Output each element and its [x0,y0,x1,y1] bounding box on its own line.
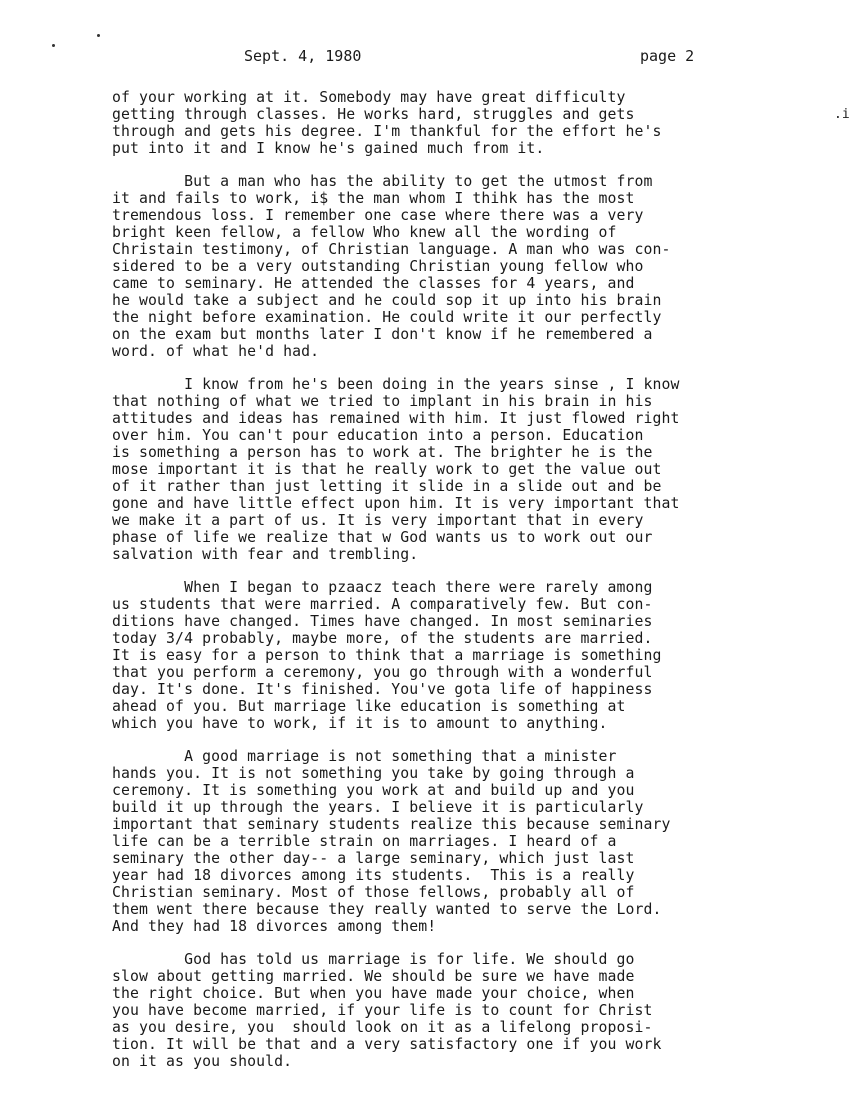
text-line: ditions have changed. Times have changed. In most seminaries [112,613,653,630]
paragraph-gap [112,563,772,579]
header-date: Sept. 4, 1980 [244,47,362,65]
text-line: bright keen fellow, a fellow Who knew all the wording of [112,224,617,241]
document-body [112,89,772,1070]
text-line: that nothing of what we tried to implant in his brain in his [112,393,653,410]
text-line: the night before examination. He could write it our perfectly [112,309,662,326]
text-line: phase of life we realize that w God wants us to work out our [112,529,653,546]
text-line: he would take a subject and he could sop it up into his brain [112,292,662,309]
text-line: build it up through the years. I believe it is particularly [112,799,644,816]
paragraph [112,89,772,157]
text-line: put into it and I know he's gained much from it. [112,140,545,157]
text-line: A good marriage is not something that a minister [112,748,617,765]
paragraph-gap [112,732,772,748]
text-line: God has told us marriage is for life. We should go [112,951,635,968]
text-line: of it rather than just letting it slide in a slide out and be [112,478,662,495]
text-line: And they had 18 divorces among them! [112,918,437,935]
paragraph [112,748,772,935]
text-line: hands you. It is not something you take by going through a [112,765,635,782]
text-line: When I began to pzaacz teach there were rarely among [112,579,653,596]
text-line: over him. You can't pour education into a person. Education [112,427,644,444]
text-line: as you desire, you should look on it as a lifelong proposi- [112,1019,653,1036]
text-line: sidered to be a very outstanding Christian young fellow who [112,258,644,275]
text-line: word. of what he'd had. [112,343,320,360]
text-line: on the exam but months later I don't know if he remembered a [112,326,653,343]
paragraph [112,376,772,563]
paragraph [112,951,772,1070]
text-line: Christian seminary. Most of those fellows, probably all of [112,884,635,901]
margin-mark: .i [834,107,850,122]
text-line: you have become married, if your life is to count for Christ [112,1002,653,1019]
text-line: gone and have little effect upon him. It is very important that [112,495,680,512]
text-line: It is easy for a person to think that a marriage is something [112,647,662,664]
text-line: salvation with fear and trembling. [112,546,419,563]
text-line: is something a person has to work at. The brighter he is the [112,444,653,461]
paragraph-gap [112,157,772,173]
text-line: us students that were married. A comparatively few. But con- [112,596,653,613]
text-line: we make it a part of us. It is very important that in every [112,512,644,529]
text-line: I know from he's been doing in the years sinse , I know [112,376,680,393]
text-line: them went there because they really wanted to serve the Lord. [112,901,662,918]
text-line: which you have to work, if it is to amount to anything. [112,715,608,732]
text-line: through and gets his degree. I'm thankful for the effort he's [112,123,662,140]
text-line: the right choice. But when you have made your choice, when [112,985,635,1002]
text-line: it and fails to work, i$ the man whom I thihk has the most [112,190,635,207]
text-line: attitudes and ideas has remained with him. It just flowed right [112,410,680,427]
paragraph-gap [112,935,772,951]
text-line: that you perform a ceremony, you go through with a wonderful [112,664,653,681]
text-line: year had 18 divorces among its students. This is a really [112,867,635,884]
text-line: came to seminary. He attended the classes for 4 years, and [112,275,635,292]
text-line: important that seminary students realize this because seminary [112,816,671,833]
text-line: day. It's done. It's finished. You've gota life of happiness [112,681,653,698]
text-line: mose important it is that he really work to get the value out [112,461,662,478]
text-line: tion. It will be that and a very satisfactory one if you work [112,1036,662,1053]
page-header [0,46,854,66]
text-line: life can be a terrible strain on marriages. I heard of a [112,833,617,850]
text-line: ahead of you. But marriage like education is something at [112,698,626,715]
text-line: tremendous loss. I remember one case where there was a very [112,207,644,224]
text-line: But a man who has the ability to get the utmost from [112,173,653,190]
paragraph-gap [112,360,772,376]
text-line: today 3/4 probably, maybe more, of the students are married. [112,630,653,647]
header-page-number: page 2 [640,47,695,65]
ink-speck [97,34,100,37]
text-line: seminary the other day-- a large seminary, which just last [112,850,635,867]
text-line: slow about getting married. We should be sure we have made [112,968,635,985]
text-line: ceremony. It is something you work at and build up and you [112,782,635,799]
paragraph [112,579,772,732]
text-line: of your working at it. Somebody may have great difficulty [112,89,626,106]
text-line: on it as you should. [112,1053,293,1070]
text-line: getting through classes. He works hard, struggles and gets [112,106,635,123]
text-line: Christain testimony, of Christian language. A man who was con- [112,241,671,258]
paragraph [112,173,772,360]
